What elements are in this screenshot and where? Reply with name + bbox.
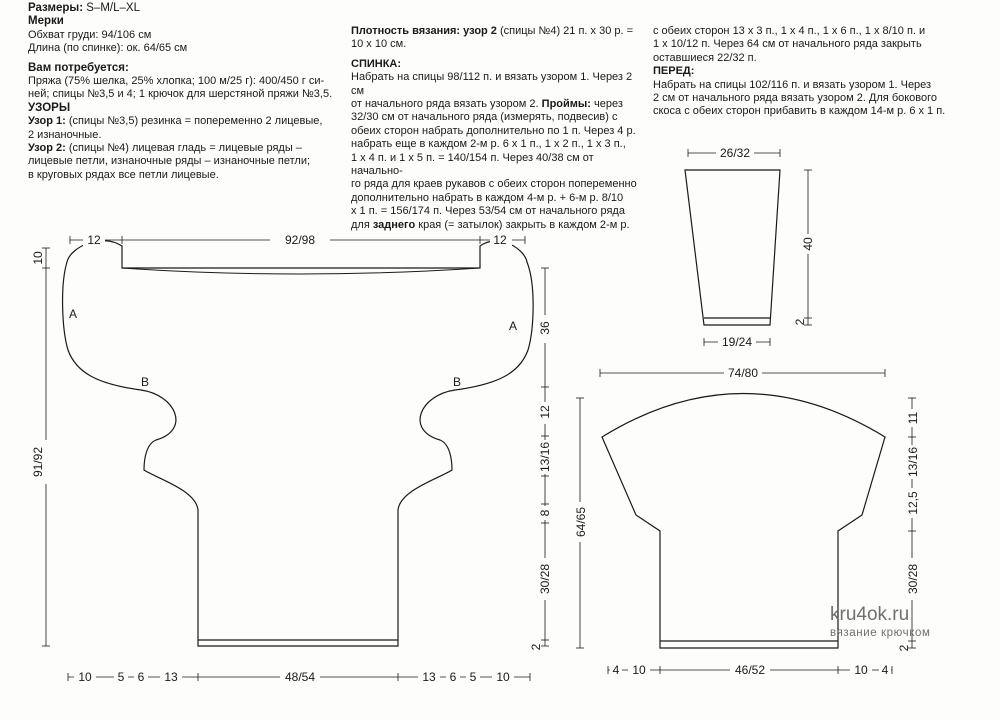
gauge-text-2: 10 х 10 см. [351, 38, 407, 51]
back-top-width-dim: 92/98 [284, 233, 316, 247]
back-left-10-dim: 10 [31, 251, 45, 265]
sleeve-top-dim: 26/32 [719, 146, 751, 160]
front-bottom-width-dim: 46/52 [734, 663, 766, 677]
pattern2-text: (спицы №4) лицевая гладь = лицевые ряды – [65, 142, 302, 155]
sleeve-cuff-dim: 2 [793, 318, 807, 326]
back-bottom-6-left: 6 [137, 670, 145, 684]
back-heading: СПИНКА: [351, 57, 402, 70]
front-right-11-dim: 11 [906, 411, 920, 425]
continue-line-2: 1 х 10/12 п. Через 64 см от начального ряда закрыть [653, 38, 922, 51]
armhole-label: Проймы: [541, 98, 591, 111]
pattern1-label: Узор 1: [28, 115, 66, 128]
back-line-7: го ряда для краев рукавов с обеих сторон попеременно [351, 178, 637, 191]
front-line-1: Набрать на спицы 102/116 п. и вязать узором 1. Через [653, 78, 932, 91]
back-right-36-dim: 36 [538, 321, 552, 335]
mark-a-left: A [68, 307, 78, 321]
back-right-1316-dim: 13/16 [538, 441, 552, 473]
length-measure: Длина (по спинке): ок. 64/65 см [28, 42, 188, 55]
back-line-10c: края (= затылок) закрыть в каждом 2-м р. [415, 218, 630, 231]
mark-b-right: B [452, 375, 462, 389]
pattern1-text-2: 2 изнаночные. [28, 128, 102, 141]
measurements-heading: Мерки [28, 15, 64, 28]
back-line-4: обеих сторон набрать дополнительно по 1 п. Через 4 р. [351, 124, 636, 137]
front-right-3028-dim: 30/28 [906, 563, 920, 595]
materials-line-1: Пряжа (75% шелка, 25% хлопка; 100 м/25 г): 400/450 г си- [28, 75, 325, 88]
front-bottom-10-left: 10 [632, 663, 646, 677]
back-line-2c: через [590, 98, 623, 111]
back-line-3: 32/30 см от начального ряда (измерять, подвесив) с [351, 111, 618, 124]
sleeve-height-dim: 40 [801, 237, 815, 251]
front-line-2: 2 см от начального ряда вязать узором 2. Для бокового [653, 92, 938, 105]
back-line-9: х 1 п. = 156/174 п. Через 53/54 см от начального ряда [351, 205, 625, 218]
back-bottom-13-left: 13 [164, 670, 178, 684]
back-bottom-5-left: 5 [117, 670, 125, 684]
mark-a-right: A [508, 319, 518, 333]
bust-measure: Обхват груди: 94/106 см [28, 28, 152, 41]
back-right-3028-dim: 30/28 [538, 563, 552, 595]
back-right-12-dim: 12 [538, 405, 552, 419]
back-bottom-10-right: 10 [496, 670, 510, 684]
back-line-5: набрать еще в каждом 2-м р. 6 х 1 п., 1 х 2 п., 1 х 3 п., [351, 138, 626, 151]
front-heading: ПЕРЕД: [653, 65, 695, 78]
front-right-125-dim: 12,5 [906, 491, 920, 515]
materials-line-2: ней; спицы №3,5 и 4; 1 крючок для шерстяной пряжи №3,5. [28, 88, 333, 101]
front-right-2-dim: 2 [897, 644, 911, 652]
watermark-tagline: вязание крючком [830, 627, 931, 639]
pattern2-label: Узор 2: [28, 142, 66, 155]
back-bottom-6-right: 6 [449, 670, 457, 684]
gauge-text: (спицы №4) 21 п. х 30 р. = [496, 25, 634, 37]
continue-line-3: оставшиеся 22/32 п. [653, 51, 757, 64]
watermark-site: kru4ok.ru [830, 604, 910, 625]
sizes-label: Размеры: [28, 2, 84, 14]
pattern2-text-2: лицевые петли, изнаночные ряды – изнаночные петли; [28, 155, 311, 168]
sizes-value: S–M/L–XL [83, 2, 140, 14]
pattern2-text-3: в круговых рядах все петли лицевые. [28, 168, 219, 181]
mark-b-left: B [140, 375, 150, 389]
back-edge-label: заднего [372, 218, 416, 231]
patterns-heading: УЗОРЫ [28, 101, 71, 114]
back-total-length-dim: 91/92 [31, 446, 45, 478]
pattern1-text: (спицы №3,5) резинка = попеременно 2 лицевые, [65, 115, 323, 128]
back-bottom-5-right: 5 [469, 670, 477, 684]
front-total-length-dim: 64/65 [574, 506, 588, 538]
back-line-6: 1 х 4 п. и 1 х 5 п. = 140/154 п. Через 40/38 см от начально- [351, 151, 594, 178]
back-line-8: дополнительно набрать в каждом 4-м р. + 6-м р. 8/10 [351, 191, 624, 204]
gauge-pattern: узор 2 [460, 25, 497, 37]
materials-heading: Вам потребуется: [28, 61, 129, 74]
sleeve-piece-outline [685, 170, 780, 325]
front-right-1316-dim: 13/16 [906, 446, 920, 478]
back-bottom-width-dim: 48/54 [284, 670, 316, 684]
back-top-left-dim: 12 [87, 233, 101, 247]
front-bottom-10-right: 10 [854, 663, 868, 677]
front-bottom-4-left: 4 [612, 663, 620, 677]
gauge-label: Плотность вязания: [351, 25, 461, 37]
back-bottom-13-right: 13 [422, 670, 436, 684]
back-line-2a: от начального ряда вязать узором 2. [351, 98, 542, 111]
sleeve-bottom-dim: 19/24 [721, 335, 753, 349]
continue-line-1: с обеих сторон 13 х 3 п., 1 х 4 п., 1 х 6 п., 1 х 8/10 п. и [653, 25, 926, 37]
back-bottom-10-left: 10 [78, 670, 92, 684]
back-top-right-dim: 12 [493, 233, 507, 247]
back-right-8-dim: 8 [538, 509, 552, 517]
back-right-2-dim: 2 [529, 643, 543, 651]
site-watermark [830, 604, 931, 639]
front-bottom-4-right: 4 [881, 663, 889, 677]
back-line-1: Набрать на спицы 98/112 п. и вязать узором 1. Через 2 см [351, 71, 633, 97]
front-line-3: скоса с обеих сторон прибавить в каждом 14-м р. 6 х 1 п. [653, 105, 946, 118]
front-top-dim: 74/80 [727, 366, 759, 380]
back-piece-outline [63, 241, 534, 646]
back-line-10a: для [351, 218, 373, 231]
